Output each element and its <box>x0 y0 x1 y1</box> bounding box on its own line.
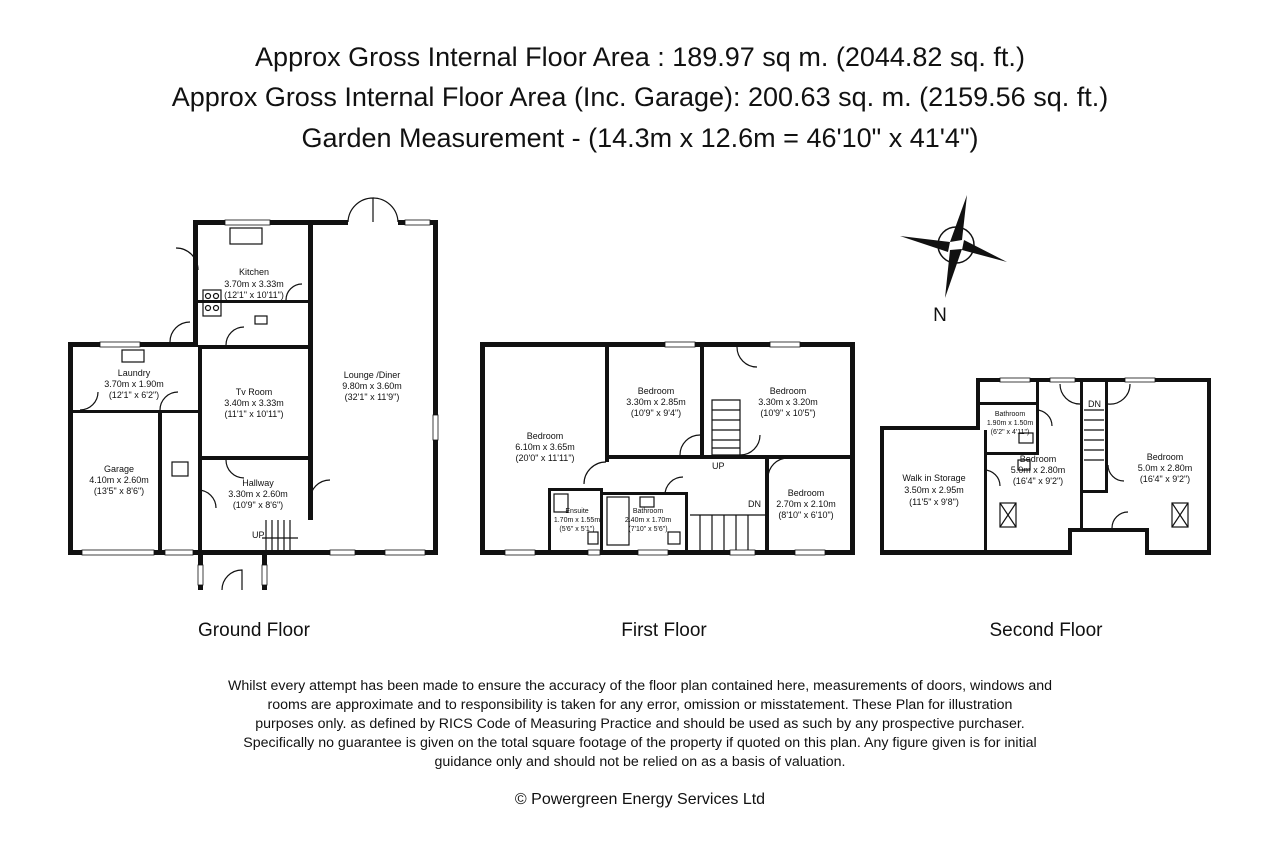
garage-name: Garage <box>103 464 135 474</box>
ff-bedroom3-name: Bedroom <box>769 386 807 396</box>
ff-stairs-up-label: UP <box>712 461 725 471</box>
ff-bedroom1-metric: 6.10m x 3.65m <box>515 442 575 452</box>
disclaimer <box>160 677 1120 772</box>
compass-icon <box>900 195 1007 298</box>
kitchen-name: Kitchen <box>238 267 270 277</box>
disclaimer-line: Whilst every attempt has been made to ensure the accuracy of the floor plan contained here, measurements of doors, windows and <box>227 678 1053 694</box>
disclaimer-line: purposes only. as defined by RICS Code of Measuring Practice and should be used as such by any prospective purchaser. <box>255 716 1025 732</box>
ff-bedroom4-name: Bedroom <box>787 488 825 498</box>
storage-name: Walk in Storage <box>902 473 966 483</box>
sf-stairs-dn-label: DN <box>1088 399 1101 409</box>
disclaimer-line: guidance only and should not be relied on as a basis of valuation. <box>434 754 846 770</box>
sf-bathroom-imperial: (6'2" x 4'11") <box>990 429 1030 436</box>
ff-bedroom3-imperial: (10'9" x 10'5") <box>760 408 816 418</box>
laundry-name: Laundry <box>117 368 151 378</box>
ff-bedroom2-metric: 3.30m x 2.85m <box>626 397 686 407</box>
storage-metric: 3.50m x 2.95m <box>904 485 964 495</box>
ensuite-imperial: (5'6" x 5'1") <box>559 526 595 533</box>
laundry-imperial: (12'1" x 6'2") <box>108 390 160 400</box>
storage-imperial: (11'5" x 9'8") <box>909 497 959 507</box>
second-floor-label: Second Floor <box>989 620 1103 641</box>
ff-bedroom1-imperial: (20'0" x 11'11") <box>515 453 575 463</box>
sf-bedroom1-imperial: (16'4" x 9'2") <box>1012 476 1064 486</box>
ff-stairs-dn-label: DN <box>748 499 761 509</box>
ensuite-metric: 1.70m x 1.55m <box>553 517 601 524</box>
sf-bathroom-metric: 1.90m x 1.50m <box>986 420 1034 427</box>
first-floor-label: First Floor <box>621 620 707 641</box>
ff-bathroom-metric: 2.40m x 1.70m <box>624 517 672 524</box>
sf-bathroom-name: Bathroom <box>994 411 1026 418</box>
disclaimer-line: Specifically no guarantee is given on the total square footage of the property if quoted on this plan. Any figure given is for initial <box>243 735 1037 751</box>
tv-room-name: Tv Room <box>235 387 273 397</box>
disclaimer-line: rooms are approximate and to responsibility is taken for any error, omission or misstatement. These Plan for illustration <box>267 697 1013 713</box>
lounge-metric: 9.80m x 3.60m <box>342 381 402 391</box>
ground-floor-label: Ground Floor <box>198 620 310 641</box>
ff-bedroom2-imperial: (10'9" x 9'4") <box>630 408 682 418</box>
sf-bedroom2-metric: 5.0m x 2.80m <box>1137 463 1193 473</box>
ff-bedroom1-name: Bedroom <box>526 431 564 441</box>
sf-bedroom1-name: Bedroom <box>1019 454 1057 464</box>
garden-measurement-heading: Garden Measurement - (14.3m x 12.6m = 46'10" x 41'4") <box>301 123 979 153</box>
sf-bedroom1-metric: 5.0m x 2.80m <box>1010 465 1066 475</box>
hallway-metric: 3.30m x 2.60m <box>228 489 288 499</box>
garage-imperial: (13'5" x 8'6") <box>93 486 145 496</box>
ensuite-name: Ensuite <box>565 508 589 515</box>
ff-bathroom-imperial: (7'10" x 5'6") <box>628 526 668 533</box>
copyright-notice: © Powergreen Energy Services Ltd <box>514 791 766 808</box>
lounge-name: Lounge /Diner <box>343 370 401 380</box>
kitchen-imperial: (12'1" x 10'11") <box>224 290 284 300</box>
hallway-imperial: (10'9" x 8'6") <box>232 500 284 510</box>
tv-room-metric: 3.40m x 3.33m <box>224 398 284 408</box>
garage-metric: 4.10m x 2.60m <box>89 475 149 485</box>
sf-bedroom2-imperial: (16'4" x 9'2") <box>1139 474 1191 484</box>
hallway-name: Hallway <box>242 478 274 488</box>
ff-bedroom3-metric: 3.30m x 3.20m <box>758 397 818 407</box>
tv-room-imperial: (11'1" x 10'11") <box>224 409 284 419</box>
lounge-imperial: (32'1" x 11'9") <box>344 392 400 402</box>
sf-bedroom2-name: Bedroom <box>1146 452 1184 462</box>
ff-bedroom4-imperial: (8'10" x 6'10") <box>778 510 834 520</box>
compass-north-label: N <box>933 305 947 326</box>
area-inc-garage-heading: Approx Gross Internal Floor Area (Inc. Garage): 200.63 sq. m. (2159.56 sq. ft.) <box>171 82 1109 112</box>
laundry-metric: 3.70m x 1.90m <box>104 379 164 389</box>
ff-bathroom-name: Bathroom <box>632 508 664 515</box>
ff-bedroom2-name: Bedroom <box>637 386 675 396</box>
ff-bedroom4-metric: 2.70m x 2.10m <box>776 499 836 509</box>
area-heading: Approx Gross Internal Floor Area : 189.97 sq m. (2044.82 sq. ft.) <box>255 42 1025 72</box>
ground-stairs-up-label: UP <box>252 530 265 540</box>
kitchen-metric: 3.70m x 3.33m <box>224 279 284 289</box>
